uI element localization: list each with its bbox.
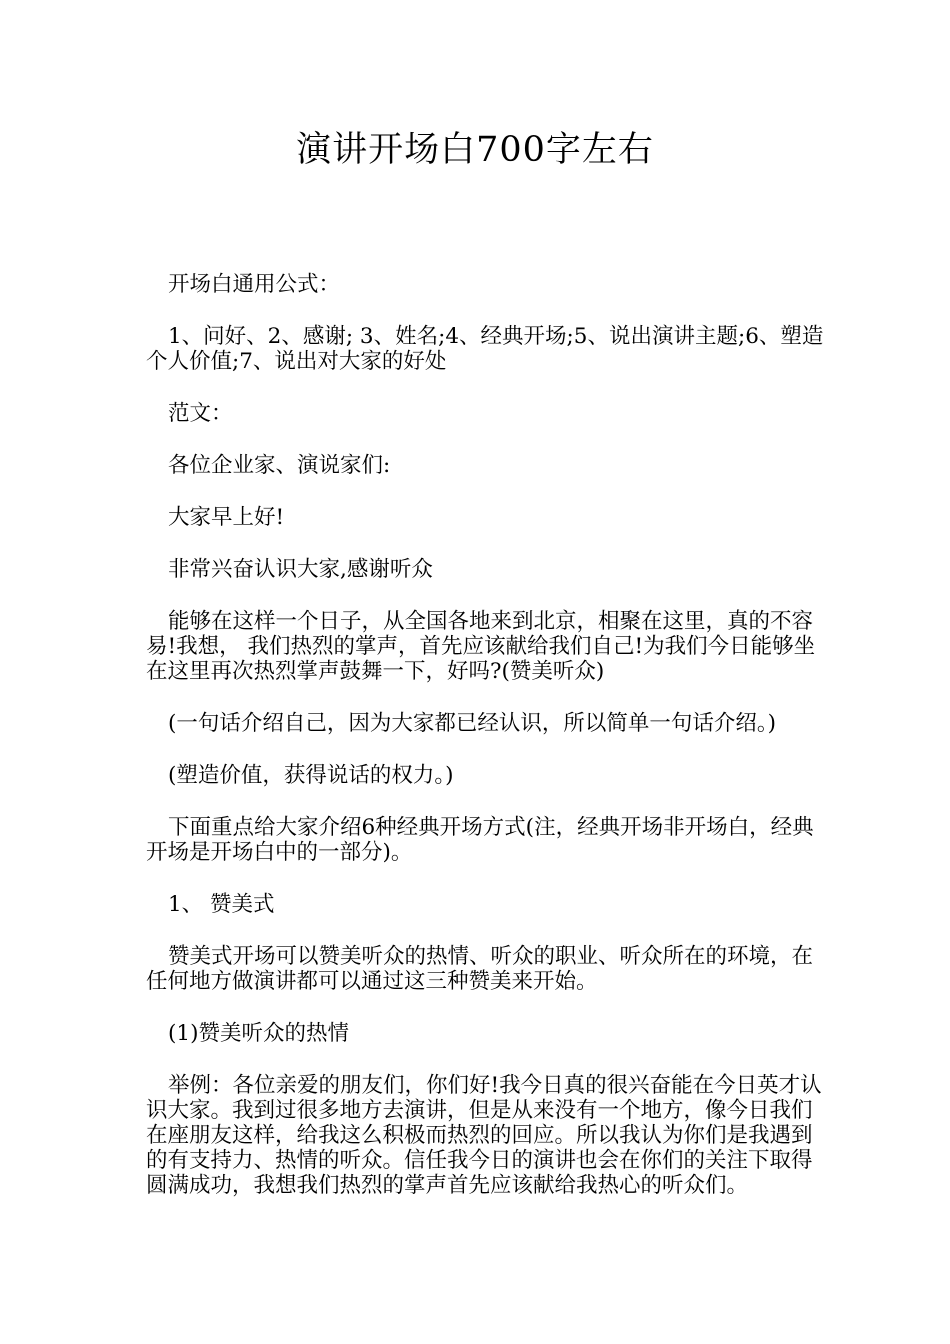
paragraph-example: 举例：各位亲爱的朋友们，你们好!我今日真的很兴奋能在今日英才认识大家。我到过很多地方去演讲，但是从来没有一个地方，像今日我们在座朋友这样，给我这么积极而热烈的回应。所以我认为你们是我遇到的有支持力、热情的听众。信任我今日的演讲也会在你们的关注下取得圆满成功，我想我们热烈的掌声首先应该献给我热心的听众们。: [146, 1073, 822, 1198]
paragraph-value: (塑造价值，获得说话的权力。): [168, 763, 454, 788]
document-title: 演讲开场白700字左右: [296, 130, 654, 170]
paragraph-opening: 能够在这样一个日子，从全国各地来到北京，相聚在这里，真的不容易!我想， 我们热烈的掌声，首先应该献给我们自己!为我们今日能够坐在这里再次热烈掌声鼓舞一下，好吗?(赞美听众): [146, 609, 816, 684]
document-body: [146, 272, 826, 1225]
paragraph-method-1-heading: 1、 赞美式: [168, 892, 275, 917]
paragraph-greeting: 大家早上好!: [168, 505, 285, 530]
paragraph-thanks: 非常兴奋认识大家,感谢听众: [168, 557, 433, 582]
paragraph-self-intro: (一句话介绍自己，因为大家都已经认识，所以简单一句话介绍。): [168, 711, 777, 736]
paragraph-six-methods: 下面重点给大家介绍6种经典开场方式(注，经典开场非开场白，经典开场是开场白中的一部分)。: [146, 815, 814, 865]
paragraph-sample-heading: 范文：: [168, 401, 233, 426]
paragraph-method-1-description: 赞美式开场可以赞美听众的热情、听众的职业、听众所在的环境，在任何地方做演讲都可以通过这三种赞美来开始。: [146, 944, 814, 994]
paragraph-salutation: 各位企业家、演说家们:: [168, 453, 391, 478]
paragraph-subheading-enthusiasm: (1)赞美听众的热情: [168, 1021, 349, 1046]
paragraph-formula-heading: 开场白通用公式：: [168, 272, 341, 297]
paragraph-formula-steps: 1、问好、2、感谢; 3、姓名;4、经典开场;5、说出演讲主题;6、塑造个人价值;7、说出对大家的好处: [146, 324, 824, 374]
